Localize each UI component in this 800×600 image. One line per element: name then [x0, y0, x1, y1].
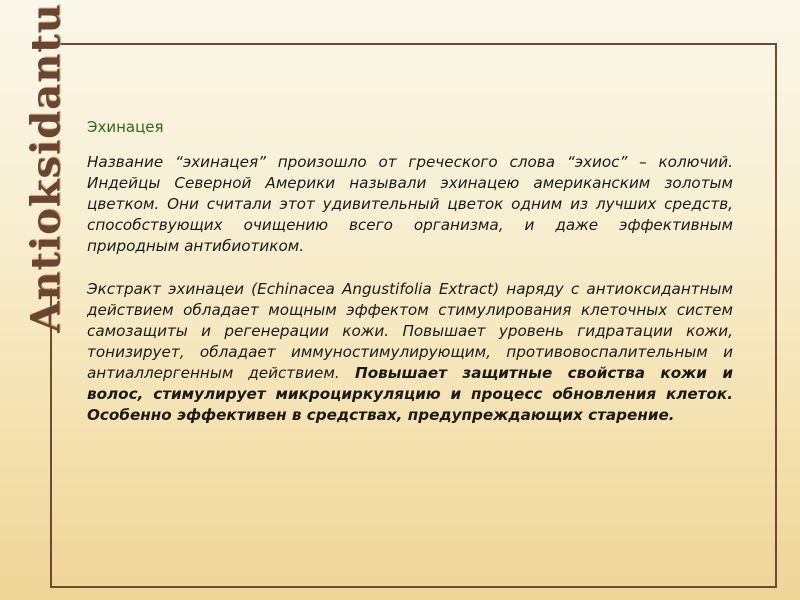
paragraph-extract-emphasis: Повышает защитные свойства кожи и волос, стимулирует микроциркуляцию и процесс обновления клеток. Особенно эффективен в средствах, предупреждающих старение.	[87, 364, 733, 424]
slide-content	[87, 118, 733, 448]
slide-heading: Эхинацея	[87, 118, 164, 136]
paragraph-intro	[87, 152, 733, 257]
paragraph-extract-text: Экстракт эхинацеи (Echinacea Angustifolia Extract) наряду с антиоксидантным действием обладает мощным эффектом стимулирования клеточных систем самозащиты и регенерации кожи. Повышает уровень гидратации кожи, тонизирует, обладает иммуностимулирующим, противовоспалительным и антиаллергенным действием.	[87, 280, 733, 382]
side-title: Antioksidantu	[22, 3, 70, 333]
frame-right-border	[775, 43, 777, 588]
paragraph-extract	[87, 279, 733, 426]
frame-bottom-border	[50, 586, 777, 588]
frame-left-border-bottom	[50, 288, 52, 588]
frame-top-border	[50, 43, 777, 45]
paragraph-intro-text: Название “эхинацея” произошло от греческого слова “эхиос” – колючий. Индейцы Северной Америки называли эхинацею американским золотым цветком. Они считали этот удивительный цветок одним из лучших средств, способствующих очищению всего организма, и даже эффективным природным антибиотиком.	[87, 153, 733, 255]
